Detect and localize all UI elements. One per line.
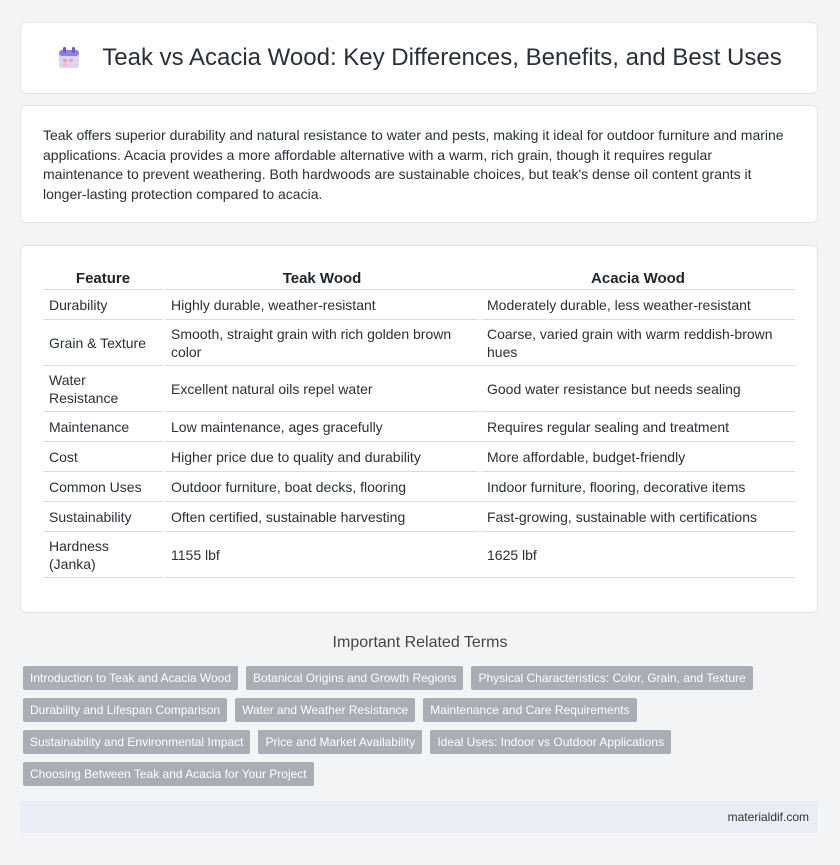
table-row [43,320,795,366]
acacia-cell: Moderately durable, less weather-resistant [481,290,795,320]
term-tag[interactable]: Botanical Origins and Growth Regions [246,666,463,690]
term-tag[interactable]: Maintenance and Care Requirements [423,698,636,722]
calendar-icon [56,45,82,71]
feature-cell: Hardness (Janka) [43,532,163,578]
acacia-cell: More affordable, budget-friendly [481,442,795,472]
feature-cell: Grain & Texture [43,320,163,366]
teak-cell: Low maintenance, ages gracefully [165,412,479,442]
footer [20,801,818,833]
term-tag[interactable]: Sustainability and Environmental Impact [23,730,250,754]
header-acacia: Acacia Wood [481,268,795,290]
feature-cell: Cost [43,442,163,472]
table-header-row [43,268,795,290]
table-row [43,532,795,578]
acacia-cell: Indoor furniture, flooring, decorative items [481,472,795,502]
acacia-cell: 1625 lbf [481,532,795,578]
teak-cell: Smooth, straight grain with rich golden brown color [165,320,479,366]
table-row [43,502,795,532]
header-feature: Feature [43,268,163,290]
title-card [20,22,818,94]
table-row [43,412,795,442]
term-tag[interactable]: Price and Market Availability [258,730,422,754]
term-tag[interactable]: Ideal Uses: Indoor vs Outdoor Applications [430,730,671,754]
term-row [23,698,823,722]
term-tag[interactable]: Introduction to Teak and Acacia Wood [23,666,238,690]
comparison-card [20,245,818,613]
table-row [43,472,795,502]
footer-site-link[interactable]: materialdif.com [727,810,809,824]
term-tag[interactable]: Durability and Lifespan Comparison [23,698,227,722]
term-row [23,666,823,690]
feature-cell: Common Uses [43,472,163,502]
term-row [23,762,823,786]
teak-cell: Outdoor furniture, boat decks, flooring [165,472,479,502]
teak-cell: Highly durable, weather-resistant [165,290,479,320]
comparison-table [41,268,797,578]
teak-cell: Higher price due to quality and durability [165,442,479,472]
acacia-cell: Requires regular sealing and treatment [481,412,795,442]
teak-cell: Often certified, sustainable harvesting [165,502,479,532]
related-terms-list [23,666,823,794]
feature-cell: Water Resistance [43,366,163,412]
table-row [43,442,795,472]
related-terms-heading: Important Related Terms [332,634,508,651]
acacia-cell: Good water resistance but needs sealing [481,366,795,412]
acacia-cell: Coarse, varied grain with warm reddish-brown hues [481,320,795,366]
feature-cell: Maintenance [43,412,163,442]
term-tag[interactable]: Physical Characteristics: Color, Grain, and Texture [471,666,752,690]
term-tag[interactable]: Choosing Between Teak and Acacia for Your Project [23,762,314,786]
acacia-cell: Fast-growing, sustainable with certifications [481,502,795,532]
term-row [23,730,823,754]
feature-cell: Durability [43,290,163,320]
page-title: Teak vs Acacia Wood: Key Differences, Benefits, and Best Uses [102,44,782,71]
intro-paragraph: Teak offers superior durability and natural resistance to water and pests, making it ideal for outdoor furniture and marine applications. Acacia provides a more affordable alternative with a warm, rich grain, though it requires regular maintenance to prevent weathering. Both hardwoods are sustainable choices, but teak's dense oil content grants it longer-lasting protection compared to acacia. [43,127,784,202]
teak-cell: Excellent natural oils repel water [165,366,479,412]
table-row [43,290,795,320]
feature-cell: Sustainability [43,502,163,532]
table-row [43,366,795,412]
teak-cell: 1155 lbf [165,532,479,578]
intro-card [20,105,818,223]
term-tag[interactable]: Water and Weather Resistance [235,698,415,722]
header-teak: Teak Wood [165,268,479,290]
